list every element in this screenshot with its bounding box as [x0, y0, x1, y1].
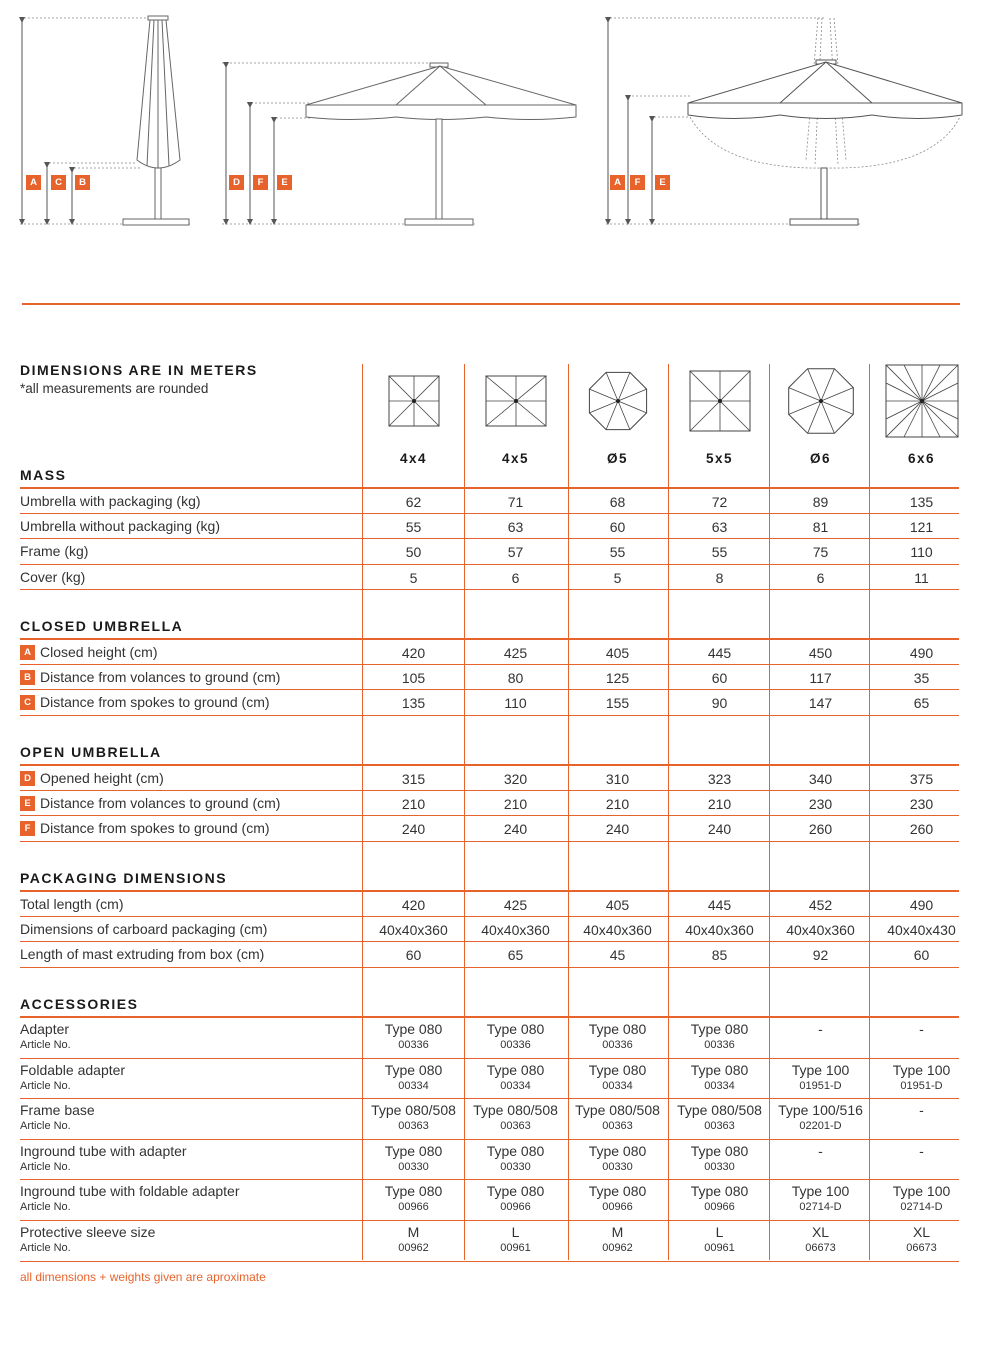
article-number: 06673	[805, 1242, 836, 1254]
article-number: 00336	[602, 1039, 633, 1051]
article-number: 06673	[906, 1242, 937, 1254]
article-number: 02714-D	[900, 1201, 943, 1214]
row-divider	[20, 589, 959, 590]
accessory-type: Type 080	[690, 1021, 749, 1037]
value-cell: 260	[808, 821, 833, 838]
value-cell: 60	[405, 947, 422, 964]
article-no-label: Article No.	[20, 1160, 71, 1173]
accessory-label: Protective sleeve size	[20, 1224, 156, 1240]
article-number: 00334	[500, 1079, 531, 1092]
accessory-type: Type 100/516	[778, 1102, 863, 1119]
value-cell: 452	[808, 897, 833, 913]
value-cell: 89	[812, 494, 829, 510]
value-cell: 75	[812, 544, 829, 561]
row-label-text: Opened height (cm)	[40, 770, 164, 786]
value-cell: 445	[707, 897, 732, 913]
row-divider	[20, 1220, 959, 1221]
row-divider	[20, 941, 959, 942]
section-title: PACKAGING DIMENSIONS	[20, 870, 228, 886]
diagram-badge-e: E	[655, 175, 670, 190]
value-cell: 310	[605, 771, 630, 787]
row-label-text: Distance from volances to ground (cm)	[40, 669, 281, 686]
diagram-badge-a: A	[26, 175, 41, 190]
value-cell: 50	[405, 544, 422, 561]
row-label-text: Umbrella without packaging (kg)	[20, 518, 220, 535]
row-divider	[20, 916, 959, 917]
value-cell: 340	[808, 771, 833, 787]
accessory-type: Type 100	[791, 1183, 850, 1200]
table-title: DIMENSIONS ARE IN METERS	[20, 362, 258, 378]
article-number: 02714-D	[799, 1201, 842, 1214]
accessory-type: Type 080/508	[575, 1102, 660, 1119]
octagon-canopy-icon	[567, 360, 668, 442]
accessory-type: XL	[912, 1224, 931, 1240]
row-label	[20, 518, 220, 534]
article-number: 02201-D	[799, 1120, 842, 1133]
value-cell: 490	[909, 897, 934, 913]
badge-a: A	[20, 645, 35, 660]
value-cell: 60	[609, 519, 626, 536]
article-no-label: Article No.	[20, 1120, 71, 1133]
article-number: 00966	[398, 1201, 429, 1214]
article-no-label: Article No.	[20, 1201, 71, 1214]
row-divider	[20, 815, 959, 816]
article-number: 00330	[602, 1160, 633, 1173]
value-cell: 80	[507, 670, 524, 687]
value-cell: 240	[401, 821, 426, 838]
value-cell: 210	[503, 796, 528, 813]
accessory-type: Type 080	[384, 1021, 443, 1037]
value-cell: 40x40x360	[685, 922, 754, 939]
section-title: CLOSED UMBRELLA	[20, 618, 184, 634]
value-cell: 68	[609, 494, 626, 510]
value-cell: 60	[913, 947, 930, 964]
value-cell: 85	[711, 947, 728, 964]
article-number: 00966	[602, 1201, 633, 1214]
article-number: 00336	[500, 1039, 531, 1051]
accessory-type: Type 080	[690, 1061, 749, 1078]
square-canopy-icon	[871, 360, 972, 442]
value-cell: 8	[715, 569, 724, 586]
umbrella-diagrams	[0, 0, 981, 240]
column-header: Ø6	[809, 451, 831, 466]
value-cell: 40x40x360	[481, 922, 550, 939]
accessory-type: M	[611, 1224, 624, 1240]
value-cell: 40x40x360	[583, 922, 652, 939]
row-label-text: Total length (cm)	[20, 896, 124, 912]
rectangle-canopy-icon	[465, 360, 566, 442]
accessory-type: Type 080	[588, 1142, 647, 1159]
article-number: 00961	[704, 1242, 735, 1254]
value-cell: 40x40x360	[786, 922, 855, 939]
row-label-text: Distance from volances to ground (cm)	[40, 795, 281, 812]
row-divider	[20, 564, 959, 565]
row-divider	[20, 1098, 959, 1099]
row-label	[20, 896, 123, 912]
value-cell: 240	[605, 821, 630, 838]
value-cell: 125	[605, 670, 630, 687]
value-cell: 60	[711, 670, 728, 687]
badge-f: F	[20, 821, 35, 836]
value-cell: 81	[812, 519, 829, 536]
diagram-badge-a: A	[610, 175, 625, 190]
row-label-text: Length of mast extruding from box (cm)	[20, 946, 265, 963]
row-label	[20, 921, 267, 937]
section-rule	[20, 487, 959, 489]
article-number: 00966	[500, 1201, 531, 1214]
column-header: 4x5	[501, 451, 530, 466]
row-divider	[20, 790, 959, 791]
article-number: 00334	[602, 1079, 633, 1092]
row-divider	[20, 1058, 959, 1059]
row-divider	[20, 1179, 959, 1180]
accessory-type: -	[919, 1102, 924, 1119]
article-number: 00966	[704, 1201, 735, 1214]
value-cell: 323	[707, 771, 732, 787]
value-cell: 405	[605, 645, 630, 661]
accessory-type: Type 080	[486, 1183, 545, 1200]
article-number: 00330	[398, 1160, 429, 1173]
value-cell: 230	[808, 796, 833, 813]
value-cell: 315	[401, 771, 426, 787]
footnote: all dimensions + weights given are aproximate	[20, 1270, 266, 1284]
value-cell: 135	[401, 695, 426, 712]
value-cell: 65	[507, 947, 524, 964]
accessory-type: Type 100	[892, 1061, 951, 1078]
badge-b: B	[20, 670, 35, 685]
row-label	[20, 569, 85, 585]
accessory-label: Adapter	[20, 1021, 70, 1037]
accessory-type: Type 080	[588, 1061, 647, 1078]
row-label	[20, 770, 164, 786]
square-canopy-icon	[363, 360, 464, 442]
value-cell: 71	[507, 494, 524, 510]
article-number: 00330	[704, 1160, 735, 1173]
accessory-type: Type 080/508	[677, 1102, 762, 1119]
column-header: Ø5	[606, 451, 628, 466]
column-header: 6x6	[907, 451, 936, 466]
article-number: 01951-D	[900, 1079, 943, 1092]
section-divider	[22, 303, 960, 305]
accessory-type: Type 100	[791, 1061, 850, 1078]
value-cell: 210	[707, 796, 732, 813]
diagram-badge-b: B	[75, 175, 90, 190]
value-cell: 45	[609, 947, 626, 964]
row-label	[20, 820, 270, 836]
diagram-badge-f: F	[253, 175, 268, 190]
article-number: 00334	[704, 1079, 735, 1092]
value-cell: 105	[401, 670, 426, 687]
value-cell: 147	[808, 695, 833, 712]
octagon-canopy-icon	[770, 360, 871, 442]
value-cell: 260	[909, 821, 934, 838]
article-number: 00336	[398, 1039, 429, 1051]
value-cell: 450	[808, 645, 833, 661]
accessory-type: L	[715, 1224, 724, 1240]
article-number: 00363	[704, 1120, 735, 1133]
value-cell: 490	[909, 645, 934, 661]
article-number: 00330	[500, 1160, 531, 1173]
square-canopy-icon	[669, 360, 770, 442]
article-number: 00962	[398, 1242, 429, 1254]
row-divider	[20, 1139, 959, 1140]
value-cell: 35	[913, 670, 930, 687]
column-header: 5x5	[705, 451, 734, 466]
row-divider	[20, 1261, 959, 1262]
badge-d: D	[20, 771, 35, 786]
value-cell: 40x40x430	[887, 922, 956, 939]
value-cell: 210	[401, 796, 426, 813]
article-number: 00363	[398, 1120, 429, 1133]
accessory-type: Type 080	[588, 1021, 647, 1037]
diagram-badge-e: E	[277, 175, 292, 190]
row-divider	[20, 538, 959, 539]
value-cell: 110	[504, 695, 527, 712]
value-cell: 155	[605, 695, 630, 712]
article-no-label: Article No.	[20, 1079, 71, 1092]
value-cell: 92	[812, 947, 829, 964]
value-cell: 63	[711, 519, 728, 536]
badge-c: C	[20, 695, 35, 710]
article-no-label: Article No.	[20, 1039, 71, 1051]
accessory-label: Frame base	[20, 1102, 95, 1119]
value-cell: 425	[503, 897, 528, 913]
value-cell: 65	[913, 695, 930, 712]
value-cell: 420	[401, 645, 426, 661]
value-cell: 62	[405, 494, 422, 510]
diagram-badge-c: C	[51, 175, 66, 190]
article-number: 01951-D	[799, 1079, 842, 1092]
value-cell: 5	[409, 569, 418, 586]
accessory-type: Type 100	[892, 1183, 951, 1200]
value-cell: 40x40x360	[379, 922, 448, 939]
row-label-text: Closed height (cm)	[40, 644, 158, 660]
value-cell: 445	[707, 645, 732, 661]
article-number: 00334	[398, 1079, 429, 1092]
value-cell: 72	[711, 494, 728, 510]
article-number: 00363	[500, 1120, 531, 1133]
article-number: 00363	[602, 1120, 633, 1133]
row-label-text: Distance from spokes to ground (cm)	[40, 820, 270, 837]
badge-e: E	[20, 796, 35, 811]
row-label-text: Cover (kg)	[20, 568, 86, 585]
section-title: ACCESSORIES	[20, 996, 139, 1012]
value-cell: 55	[405, 519, 422, 536]
row-label	[20, 694, 270, 710]
value-cell: 320	[503, 771, 528, 787]
accessory-label: Foldable adapter	[20, 1061, 126, 1078]
section-rule	[20, 1016, 959, 1018]
value-cell: 57	[507, 544, 524, 561]
table-note: *all measurements are rounded	[20, 381, 209, 396]
section-title: OPEN UMBRELLA	[20, 744, 162, 760]
value-cell: 117	[809, 670, 832, 687]
accessory-label: Inground tube with adapter	[20, 1142, 187, 1159]
value-cell: 230	[909, 796, 934, 813]
row-label	[20, 946, 264, 962]
accessory-type: Type 080	[384, 1061, 443, 1078]
value-cell: 240	[503, 821, 528, 838]
diagram-badge-f: F	[630, 175, 645, 190]
value-cell: 6	[511, 569, 520, 586]
row-divider	[20, 513, 959, 514]
section-rule	[20, 764, 959, 766]
accessory-type: Type 080	[486, 1142, 545, 1159]
value-cell: 5	[613, 569, 622, 586]
section-rule	[20, 890, 959, 892]
value-cell: 425	[503, 645, 528, 661]
section-rule	[20, 638, 959, 640]
article-number: 00962	[602, 1242, 633, 1254]
row-divider	[20, 664, 959, 665]
column-header: 4x4	[399, 451, 428, 466]
accessory-type: L	[511, 1224, 520, 1240]
accessory-type: Type 080	[690, 1183, 749, 1200]
value-cell: 375	[909, 771, 934, 787]
accessory-type: Type 080	[588, 1183, 647, 1200]
accessory-type: -	[919, 1142, 924, 1159]
accessory-type: -	[818, 1142, 823, 1159]
row-label	[20, 493, 201, 509]
diagram-badge-d: D	[229, 175, 244, 190]
section-title: MASS	[20, 467, 67, 483]
article-number: 00961	[500, 1242, 531, 1254]
value-cell: 110	[910, 544, 933, 561]
accessory-type: Type 080	[486, 1061, 545, 1078]
accessory-label: Inground tube with foldable adapter	[20, 1183, 240, 1200]
article-no-label: Article No.	[20, 1242, 71, 1254]
value-cell: 55	[711, 544, 728, 561]
accessory-type: Type 080	[486, 1021, 545, 1037]
row-label-text: Distance from spokes to ground (cm)	[40, 694, 270, 711]
row-divider	[20, 967, 959, 968]
row-label-text: Umbrella with packaging (kg)	[20, 493, 201, 509]
value-cell: 90	[711, 695, 728, 712]
article-number: 00336	[704, 1039, 735, 1051]
value-cell: 210	[605, 796, 630, 813]
value-cell: 405	[605, 897, 630, 913]
value-cell: 11	[914, 569, 929, 586]
value-cell: 55	[609, 544, 626, 561]
accessory-type: Type 080	[690, 1142, 749, 1159]
accessory-type: Type 080	[384, 1142, 443, 1159]
accessory-type: M	[407, 1224, 420, 1240]
row-divider	[20, 689, 959, 690]
accessory-type: -	[919, 1021, 924, 1037]
value-cell: 420	[401, 897, 426, 913]
value-cell: 6	[816, 569, 825, 586]
row-label	[20, 543, 88, 559]
accessory-type: Type 080/508	[473, 1102, 558, 1119]
row-label-text: Frame (kg)	[20, 543, 89, 560]
value-cell: 121	[909, 519, 934, 536]
value-cell: 63	[507, 519, 524, 536]
accessory-type: -	[818, 1021, 823, 1037]
value-cell: 135	[909, 494, 934, 510]
row-label-text: Dimensions of carboard packaging (cm)	[20, 921, 268, 938]
accessory-type: Type 080/508	[371, 1102, 456, 1119]
row-label	[20, 669, 280, 685]
row-divider	[20, 841, 959, 842]
row-label	[20, 795, 280, 811]
row-divider	[20, 715, 959, 716]
accessory-type: XL	[811, 1224, 830, 1240]
row-label	[20, 644, 158, 660]
accessory-type: Type 080	[384, 1183, 443, 1200]
value-cell: 240	[707, 821, 732, 838]
